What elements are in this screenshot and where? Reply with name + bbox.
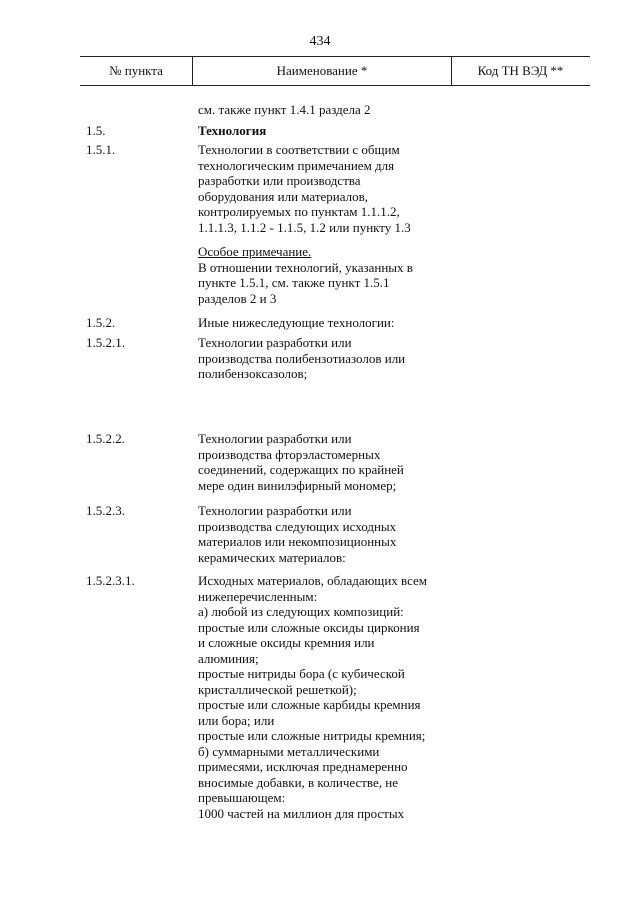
item-text [198, 102, 458, 118]
text-line: нижеперечисленным: [198, 588, 318, 604]
text-line: простые нитриды бора (с кубической [198, 666, 405, 681]
text-line: пункте 1.5.1, см. также пункт 1.5.1 [198, 275, 390, 290]
item-text [198, 335, 458, 382]
text-line: Исходных материалов, обладающих всем [198, 573, 428, 588]
text-line: простые или сложные нитриды кремния; [198, 728, 426, 743]
item-text [198, 123, 458, 139]
text-line: Технологии разработки или [198, 431, 352, 446]
text-line: Технологии разработки или [198, 335, 352, 350]
page-number: 434 [309, 34, 331, 49]
text-line: Технологии в соответствии с общим [198, 142, 400, 157]
item-number: 1.5.2. [86, 315, 116, 330]
text-line: полибензоксазолов; [198, 366, 308, 381]
special-note [198, 244, 458, 306]
text-line: производства фторэластомерных [198, 446, 381, 462]
header-item-number: № пункта [109, 63, 163, 78]
text-line: В отношении технологий, указанных в [198, 259, 413, 275]
text-line: разработки или производства [198, 173, 361, 188]
text-line: алюминия; [198, 650, 259, 666]
text-line: технологическим примечанием для [198, 157, 395, 173]
text-line: или бора; или [198, 712, 275, 728]
item-number: 1.5.2.3.1. [86, 573, 135, 588]
text-line: мере один винилэфирный мономер; [198, 477, 397, 493]
text-line: примесями, исключая преднамеренно [198, 759, 408, 774]
text-line: см. также пункт 1.4.1 раздела 2 [198, 102, 371, 117]
section-heading: Технология [198, 123, 267, 138]
text-line: керамических материалов: [198, 549, 346, 565]
header-tn-ved-code: Код ТН ВЭД ** [477, 63, 564, 78]
text-line: 1000 частей на миллион для простых [198, 805, 405, 821]
header-name: Наименование * [192, 57, 452, 85]
text-line: разделов 2 и 3 [198, 290, 277, 306]
table-header [80, 56, 590, 86]
text-line: кристаллической решеткой); [198, 681, 357, 697]
item-number: 1.5.2.2. [86, 431, 125, 446]
item-number: 1.5.2.1. [86, 335, 125, 350]
item-text [198, 503, 458, 565]
item-text [198, 142, 458, 235]
text-line: б) суммарными металлическими [198, 743, 380, 759]
text-line: 1.1.1.3, 1.1.2 - 1.1.5, 1.2 или пункту 1.3 [198, 219, 411, 235]
item-number: 1.5.1. [86, 142, 116, 157]
special-note-title: Особое примечание. [198, 244, 312, 259]
text-line: превышающем: [198, 790, 286, 805]
text-line: материалов или некомпозиционных [198, 534, 397, 549]
text-line: и сложные оксиды кремния или [198, 635, 375, 650]
text-line: а) любой из следующих композиций: [198, 604, 404, 619]
text-line: контролируемых по пунктам 1.1.1.2, [198, 204, 400, 219]
text-line: простые или сложные карбиды кремния [198, 697, 421, 712]
text-line: соединений, содержащих по крайней [198, 462, 404, 477]
item-number: 1.5. [86, 123, 106, 138]
text-line: вносимые добавки, в количестве, не [198, 774, 398, 790]
text-line: производства полибензотиазолов или [198, 350, 406, 366]
text-line: Иные нижеследующие технологии: [198, 315, 395, 330]
item-text [198, 315, 458, 331]
item-number: 1.5.2.3. [86, 503, 125, 518]
text-line: производства следующих исходных [198, 518, 397, 534]
item-text [198, 573, 458, 821]
text-line: простые или сложные оксиды циркония [198, 619, 420, 635]
text-line: Технологии разработки или [198, 503, 352, 518]
text-line: оборудования или материалов, [198, 188, 369, 204]
item-text [198, 431, 458, 493]
